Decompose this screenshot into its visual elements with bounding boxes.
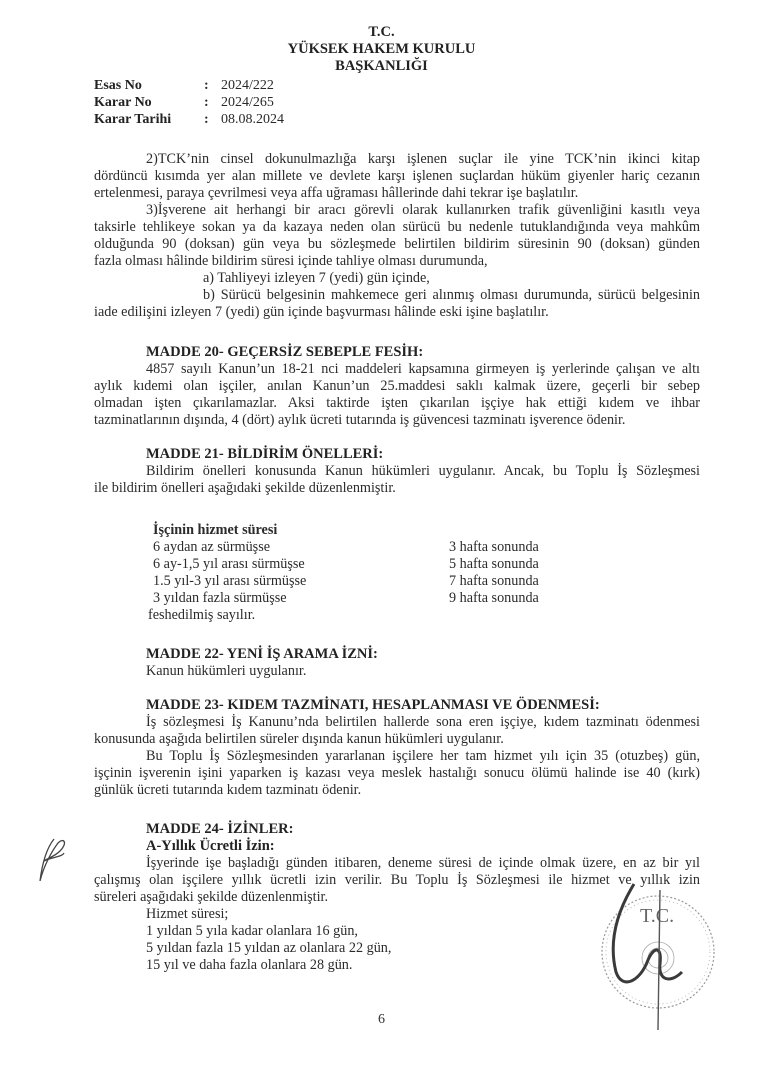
- meta-row-karar: [94, 94, 284, 111]
- paragraph-line: İş sözleşmesi İş Kanunu’nda belirtilen hallerde sona eren işçiye, kıdem tazminatı ödenmesi: [146, 714, 700, 730]
- meta-colon: :: [204, 112, 209, 127]
- paragraph-line: olduğunda 90 (doksan) gün veya bu sözleşmede belirtilen bildirim süresinin 90 (doksan) günden: [94, 236, 700, 252]
- paragraph-line: işçinin işverenin işini yaparken iş kazası veya meslek hastalığı sonucu ölümü halinde ise 40 (kırk): [94, 765, 700, 781]
- paragraph-line: günlük ücreti tutarında kıdem tazminatı ödenir.: [94, 782, 362, 798]
- article-20-title: MADDE 20- GEÇERSİZ SEBEPLE FESİH:: [146, 344, 424, 360]
- meta-colon: :: [204, 95, 209, 110]
- meta-value: 08.08.2024: [221, 112, 284, 127]
- meta-value: 2024/222: [221, 78, 274, 93]
- paragraph-line: konusunda aşağıda belirtilen süreler dışında kanun hükümleri uygulanır.: [94, 731, 504, 747]
- article-24-subtitle: A-Yıllık Ücretli İzin:: [146, 838, 275, 854]
- leave-list-item: 15 yıl ve daha fazla olanlara 28 gün.: [146, 957, 353, 973]
- case-meta: [94, 77, 284, 128]
- page-number: 6: [378, 1012, 385, 1027]
- article-24-title: MADDE 24- İZİNLER:: [146, 821, 294, 837]
- initial-signature-icon: [34, 835, 74, 885]
- leave-list-header: Hizmet süresi;: [146, 906, 229, 922]
- paragraph-line: 2)TCK’nin cinsel dokunulmazlığa karşı işlenen suçlar ile yine TCK’nin ikinci kitap: [146, 151, 700, 167]
- meta-row-esas: [94, 77, 284, 94]
- notice-table-header: İşçinin hizmet süresi: [153, 522, 278, 538]
- meta-colon: :: [204, 78, 209, 93]
- notice-duration: 6 ay-1,5 yıl arası sürmüşse: [153, 556, 305, 572]
- article-21-title: MADDE 21- BİLDİRİM ÖNELLERİ:: [146, 446, 384, 462]
- notice-period: 9 hafta sonunda: [449, 590, 539, 606]
- paragraph-line: dördüncü kısımda yer alan millete ve devlete karşı işlenen suçlardan hüküm giyenler hariç cezanın: [94, 168, 700, 184]
- meta-label: Karar No: [94, 95, 152, 110]
- meta-label: Karar Tarihi: [94, 112, 172, 127]
- paragraph-line: Bu Toplu İş Sözleşmesinden yararlanan işçilere her tam hizmet yılı için 35 (otuzbeş) gün,: [146, 748, 700, 764]
- paragraph-line: 3)İşverene ait herhangi bir aracı görevli olarak kullanırken trafik güvenliğini kasıtlı veya: [146, 202, 700, 218]
- paragraph-line: Bildirim önelleri konusunda Kanun hükümleri uygulanır. Ancak, bu Toplu İş Sözleşmesi: [146, 463, 700, 479]
- leave-list-item: 5 yıldan fazla 15 yıldan az olanlara 22 gün,: [146, 940, 392, 956]
- header-institution: YÜKSEK HAKEM KURULU: [287, 41, 476, 57]
- meta-value: 2024/265: [221, 95, 274, 110]
- list-item-a: a) Tahliyeyi izleyen 7 (yedi) gün içinde,: [203, 270, 430, 286]
- paragraph-line: iade edilişini izleyen 7 (yedi) gün içinde başvurması hâlinde eski işine başlatılır.: [94, 304, 549, 320]
- header-tc: T.C.: [368, 24, 395, 40]
- paragraph-line: fazla olması hâlinde bildirim süresi içinde tahliye olması durumunda,: [94, 253, 488, 269]
- paragraph-line: İşyerinde işe başladığı günden itibaren, deneme süresi de içinde olmak üzere, en az bir yıl: [146, 855, 700, 871]
- paragraph-line: taksirle tehlikeye sokan ya da kazaya neden olan sürücü bu nedenle tutuklandığında veya mahkûm: [94, 219, 700, 235]
- paragraph-line: çalışmış olan işçilere yıllık ücretli izin verilir. Bu Toplu İş Sözleşmesi ile hizmet ve yıllık izin: [94, 872, 700, 888]
- meta-row-tarih: [94, 111, 284, 128]
- leave-list-item: 1 yıldan 5 yıla kadar olanlara 16 gün,: [146, 923, 358, 939]
- stamp-text: T.C.: [640, 905, 675, 927]
- article-23-title: MADDE 23- KIDEM TAZMİNATI, HESAPLANMASI VE ÖDENMESİ:: [146, 697, 600, 713]
- paragraph-line: tazminatlarının dışında, 4 (dört) aylık ücreti tutarında iş güvencesi tazminatı işverence ödenir.: [94, 412, 626, 428]
- notice-duration: 3 yıldan fazla sürmüşse: [153, 590, 287, 606]
- article-22-title: MADDE 22- YENİ İŞ ARAMA İZNİ:: [146, 646, 378, 662]
- paragraph-line: olmadan işten çıkarılamazlar. Aksi taktirde işten çıkarılan işçiye hak ettiği kıdem ve ihbar: [94, 395, 700, 411]
- list-item-b: b) Sürücü belgesinin mahkemece geri alınmış olması durumunda, sürücü belgesinin: [203, 287, 700, 303]
- paragraph-line: ertelenmesi, paraya çevrilmesi veya affa uğraması hâllerinde dahi tekrar işe başlatılır.: [94, 185, 579, 201]
- meta-label: Esas No: [94, 78, 142, 93]
- notice-period: 7 hafta sonunda: [449, 573, 539, 589]
- paragraph-line: süreleri aşağıdaki şekilde düzenlenmiştir.: [94, 889, 329, 905]
- paragraph-line: 4857 sayılı Kanun’un 18-21 nci maddeleri kapsamına girmeyen iş yerlerinde çalışan ve altı: [146, 361, 700, 377]
- paragraph-line: ile bildirim önelleri aşağıdaki şekilde düzenlenmiştir.: [94, 480, 396, 496]
- paragraph-line: Kanun hükümleri uygulanır.: [146, 663, 307, 679]
- notice-footer: feshedilmiş sayılır.: [148, 607, 256, 623]
- notice-duration: 1.5 yıl-3 yıl arası sürmüşse: [153, 573, 307, 589]
- paragraph-line: aylık kıdemi olan işçiler, anılan Kanun’un 25.maddesi saklı kalmak üzere, geçerli bir sebep: [94, 378, 700, 394]
- header-department: BAŞKANLIĞI: [335, 58, 428, 74]
- notice-period: 5 hafta sonunda: [449, 556, 539, 572]
- notice-period: 3 hafta sonunda: [449, 539, 539, 555]
- notice-duration: 6 aydan az sürmüşse: [153, 539, 271, 555]
